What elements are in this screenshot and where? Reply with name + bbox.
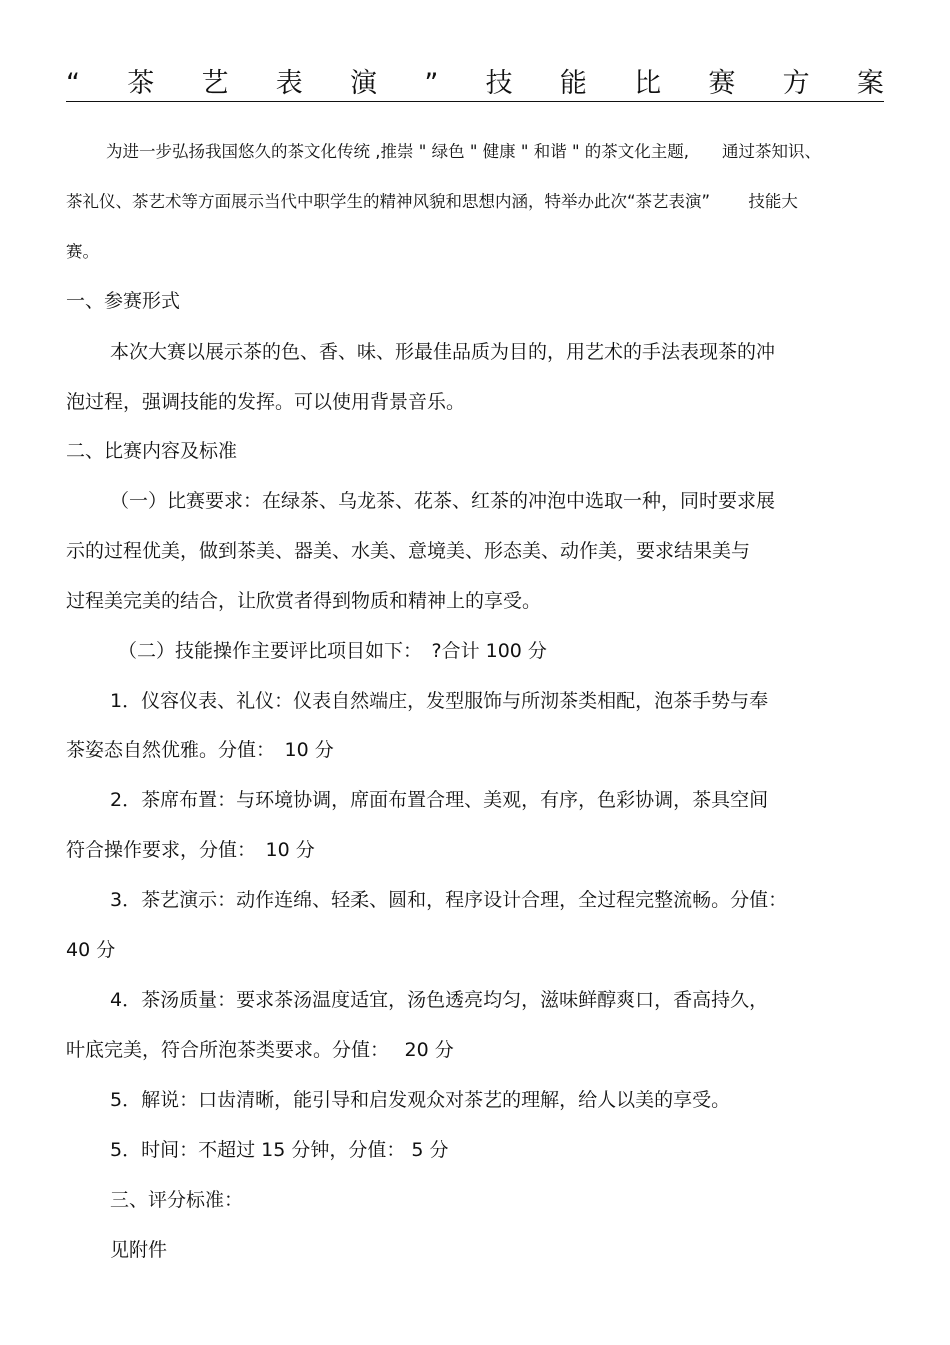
title-char: 案: [856, 68, 884, 99]
intro-line: 为进一步弘扬我国悠久的茶文化传统 ,推崇 " 绿色 " 健康 " 和谐 " 的茶文化主题, 通过茶知识、: [106, 142, 822, 161]
title-char: ”: [424, 68, 439, 99]
title-char: 演: [350, 68, 378, 99]
title-char: 表: [275, 68, 303, 99]
items-title: （二）技能操作主要评比项目如下： ?合计 100 分: [118, 640, 547, 662]
title-char: 比: [634, 68, 662, 99]
title-char: 方: [782, 68, 810, 99]
list-item: 符合操作要求，分值： 10 分: [66, 839, 315, 861]
title-char: 茶: [127, 68, 155, 99]
section-heading: 二、比赛内容及标准: [66, 440, 238, 462]
list-item: 2．茶席布置：与环境协调，席面布置合理、美观，有序，色彩协调，茶具空间: [110, 789, 769, 811]
page-title: [66, 68, 884, 102]
list-item: 茶姿态自然优雅。分值： 10 分: [66, 739, 334, 761]
section-heading: 三、评分标准：: [110, 1189, 244, 1211]
title-char: “: [66, 68, 80, 99]
title-char: 艺: [201, 68, 229, 99]
paragraph-line: （一）比赛要求：在绿茶、乌龙茶、花茶、红茶的冲泡中选取一种，同时要求展: [110, 490, 776, 512]
title-char: 赛: [708, 68, 736, 99]
intro-line: 赛。: [66, 242, 99, 261]
intro-line: 茶礼仪、茶艺术等方面展示当代中职学生的精神风貌和思想内涵，特举办此次“茶艺表演” 技能大: [66, 192, 798, 211]
list-item: 3．茶艺演示：动作连绵、轻柔、圆和，程序设计合理，全过程完整流畅。分值：: [110, 889, 788, 911]
list-item: 5．时间：不超过 15 分钟，分值： 5 分: [110, 1139, 449, 1161]
list-item: 40 分: [66, 939, 116, 961]
list-item: 1．仪容仪表、礼仪：仪表自然端庄，发型服饰与所沏茶类相配，泡茶手势与奉: [110, 690, 769, 712]
paragraph-line: 示的过程优美，做到茶美、器美、水美、意境美、形态美、动作美，要求结果美与: [66, 540, 751, 562]
paragraph-line: 泡过程，强调技能的发挥。可以使用背景音乐。: [66, 391, 466, 413]
title-char: 技: [485, 68, 513, 99]
list-item: 4．茶汤质量：要求茶汤温度适宜，汤色透亮均匀，滋味鲜醇爽口，香高持久，: [110, 989, 769, 1011]
section-heading: 一、参赛形式: [66, 290, 181, 312]
title-char: 能: [559, 68, 587, 99]
paragraph-line: 过程美完美的结合，让欣赏者得到物质和精神上的享受。: [66, 590, 542, 612]
paragraph-line: 见附件: [110, 1239, 168, 1261]
paragraph-line: 本次大赛以展示茶的色、香、味、形最佳品质为目的，用艺术的手法表现茶的冲: [110, 341, 776, 363]
list-item: 5．解说：口齿清晰，能引导和启发观众对茶艺的理解，给人以美的享受。: [110, 1089, 731, 1111]
list-item: 叶底完美，符合所泡茶类要求。分值： 20 分: [66, 1039, 454, 1061]
